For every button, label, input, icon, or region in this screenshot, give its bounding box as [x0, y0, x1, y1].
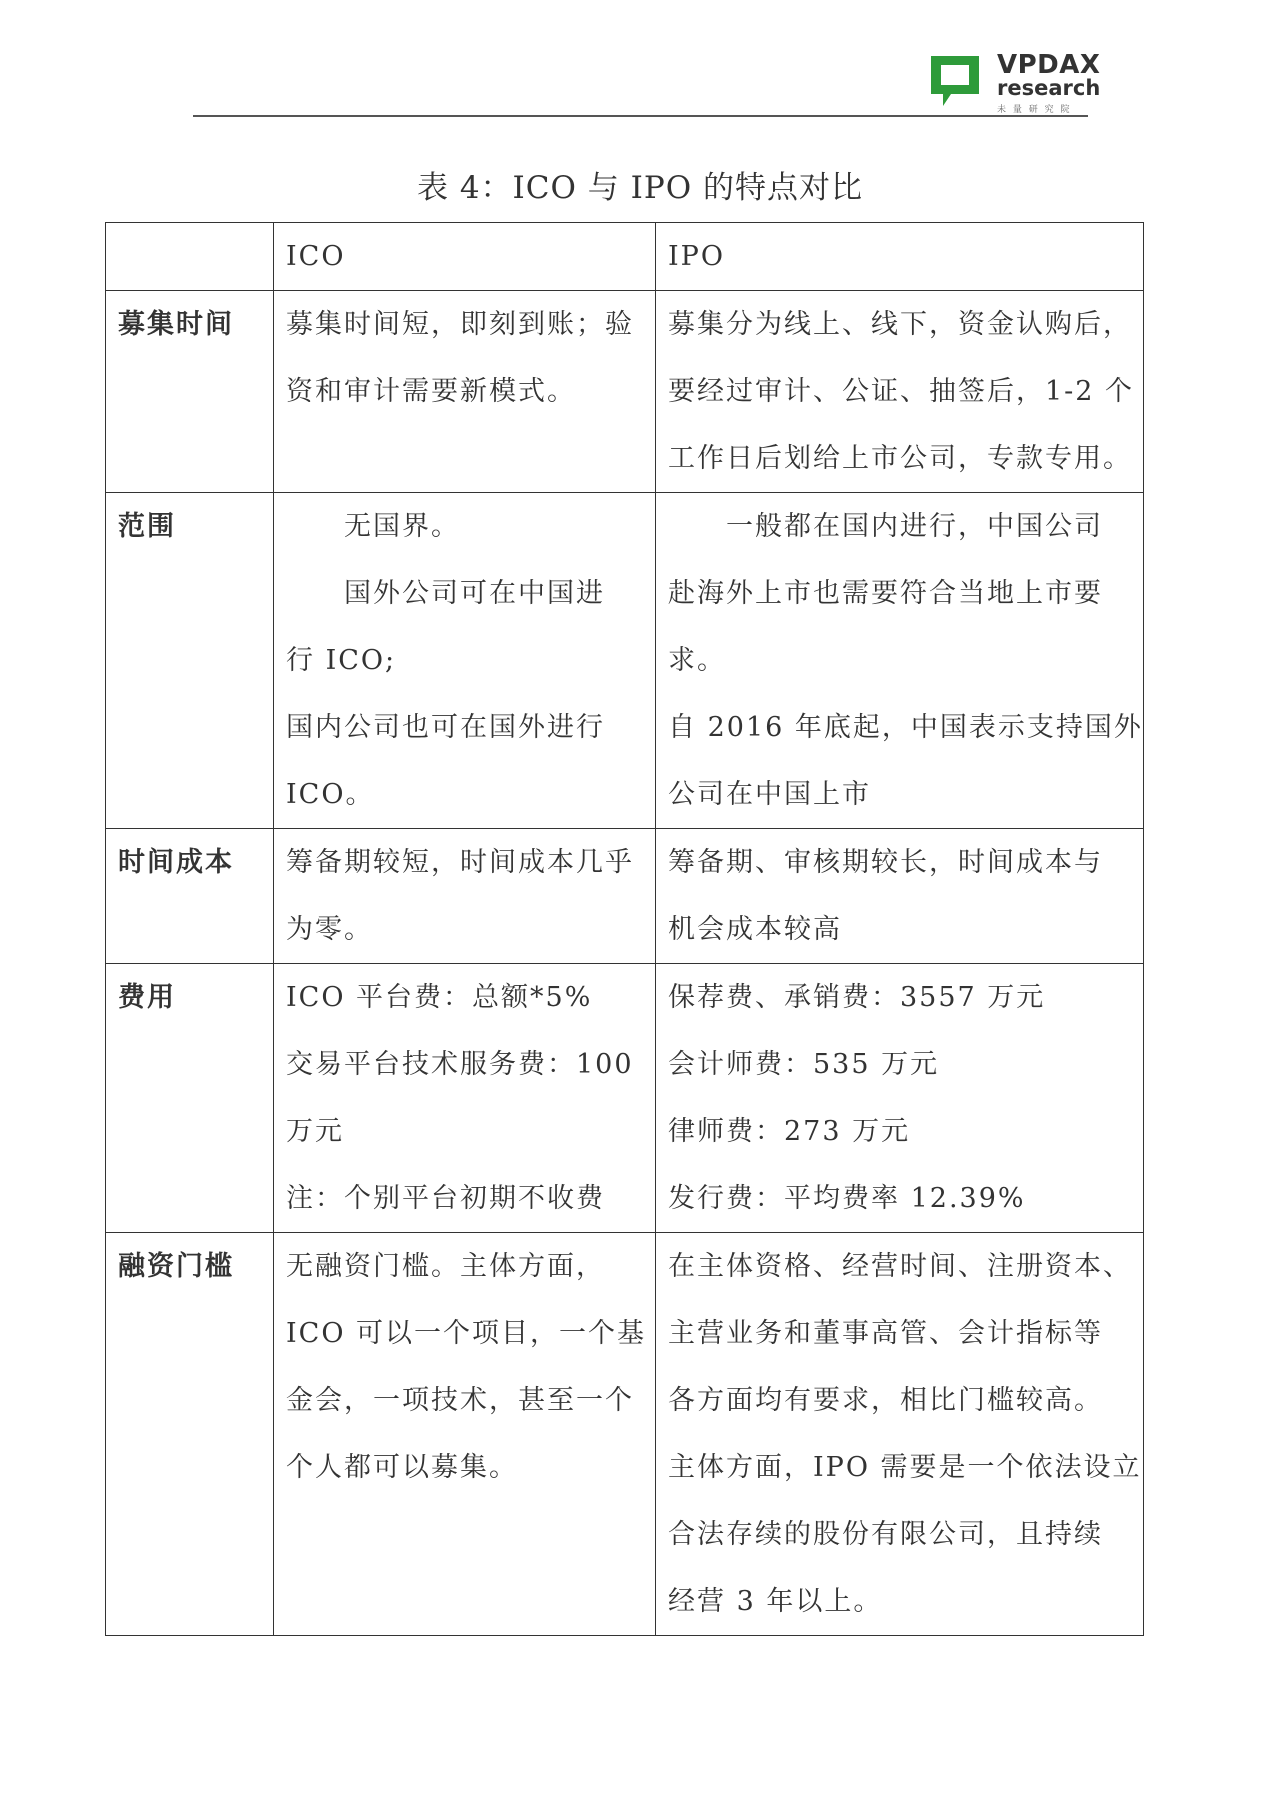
cell-line: 金会，一项技术，甚至一个: [286, 1385, 634, 1416]
table-caption: 表 4：ICO 与 IPO 的特点对比: [416, 170, 864, 206]
ipo-cell: [656, 493, 1144, 829]
cell-line: 发行费：平均费率 12.39%: [668, 1183, 1026, 1214]
ico-cell: [274, 493, 656, 829]
ico-cell: [274, 291, 656, 493]
ipo-cell: [656, 291, 1144, 493]
cell-line: 在主体资格、经营时间、注册资本、: [668, 1251, 1132, 1282]
cell-line: 会计师费：535 万元: [668, 1049, 940, 1080]
column-header-ico: ICO: [274, 223, 656, 291]
row-label: 范围: [106, 493, 274, 829]
row-label: 时间成本: [106, 829, 274, 964]
cell-line: 合法存续的股份有限公司，且持续: [668, 1519, 1103, 1550]
cell-line: 行 ICO;: [286, 645, 397, 676]
logo-subtitle: research: [997, 76, 1101, 100]
cell-line: ICO。: [286, 779, 375, 810]
cell-line: ICO 平台费：总额*5%: [286, 982, 593, 1013]
row-label: 融资门槛: [106, 1233, 274, 1636]
cell-line: ICO 可以一个项目，一个基: [286, 1318, 647, 1349]
cell-line: 国外公司可在中国进: [344, 578, 605, 609]
cell-line: 募集时间短，即刻到账；验: [286, 309, 634, 340]
cell-line: 保荐费、承销费：3557 万元: [668, 982, 1046, 1013]
cell-line: 各方面均有要求，相比门槛较高。: [668, 1385, 1103, 1416]
column-header-blank: [106, 223, 274, 291]
ico-cell: [274, 964, 656, 1233]
cell-line: 公司在中国上市: [668, 779, 871, 810]
cell-line: 交易平台技术服务费：100: [286, 1049, 634, 1080]
cell-line: 主营业务和董事高管、会计指标等: [668, 1318, 1103, 1349]
speech-bubble-logo-icon: [927, 52, 983, 108]
cell-line: 自 2016 年底起，中国表示支持国外: [668, 712, 1143, 743]
table-header-row: [106, 223, 1144, 291]
cell-line: 个人都可以募集。: [286, 1452, 518, 1483]
ipo-cell: [656, 829, 1144, 964]
cell-line: 无国界。: [344, 511, 460, 542]
cell-line: 律师费：273 万元: [668, 1116, 911, 1147]
cell-line: 万元: [286, 1116, 344, 1147]
cell-line: 机会成本较高: [668, 914, 842, 945]
table-row: [106, 964, 1144, 1233]
row-label: 募集时间: [106, 291, 274, 493]
comparison-table: [105, 222, 1144, 1636]
table-row: [106, 493, 1144, 829]
row-label: 费用: [106, 964, 274, 1233]
column-header-ipo: IPO: [656, 223, 1144, 291]
table-row: [106, 829, 1144, 964]
cell-line: 募集分为线上、线下，资金认购后，: [668, 309, 1132, 340]
cell-line: 赴海外上市也需要符合当地上市要: [668, 578, 1103, 609]
logo-tagline: 未 量 研 究 院: [997, 105, 1072, 115]
cell-line: 注：个别平台初期不收费: [286, 1183, 605, 1214]
cell-line: 筹备期、审核期较长，时间成本与: [668, 847, 1103, 878]
cell-line: 要经过审计、公证、抽签后，1-2 个: [668, 376, 1135, 407]
cell-line: 经营 3 年以上。: [668, 1586, 883, 1617]
ico-cell: [274, 1233, 656, 1636]
ico-cell: [274, 829, 656, 964]
cell-line: 国内公司也可在国外进行: [286, 712, 605, 743]
ipo-cell: [656, 964, 1144, 1233]
logo-title: VPDAX: [997, 50, 1101, 80]
header-divider: [193, 115, 1088, 117]
table-row: [106, 1233, 1144, 1636]
table-row: [106, 291, 1144, 493]
cell-line: 工作日后划给上市公司，专款专用。: [668, 443, 1132, 474]
cell-line: 求。: [668, 645, 726, 676]
cell-line: 资和审计需要新模式。: [286, 376, 576, 407]
ipo-cell: [656, 1233, 1144, 1636]
cell-line: 为零。: [286, 914, 373, 945]
cell-line: 筹备期较短，时间成本几乎: [286, 847, 634, 878]
cell-line: 主体方面，IPO 需要是一个依法设立: [668, 1452, 1142, 1483]
cell-line: 无融资门槛。主体方面，: [286, 1251, 605, 1282]
cell-line: 一般都在国内进行，中国公司: [726, 511, 1103, 542]
